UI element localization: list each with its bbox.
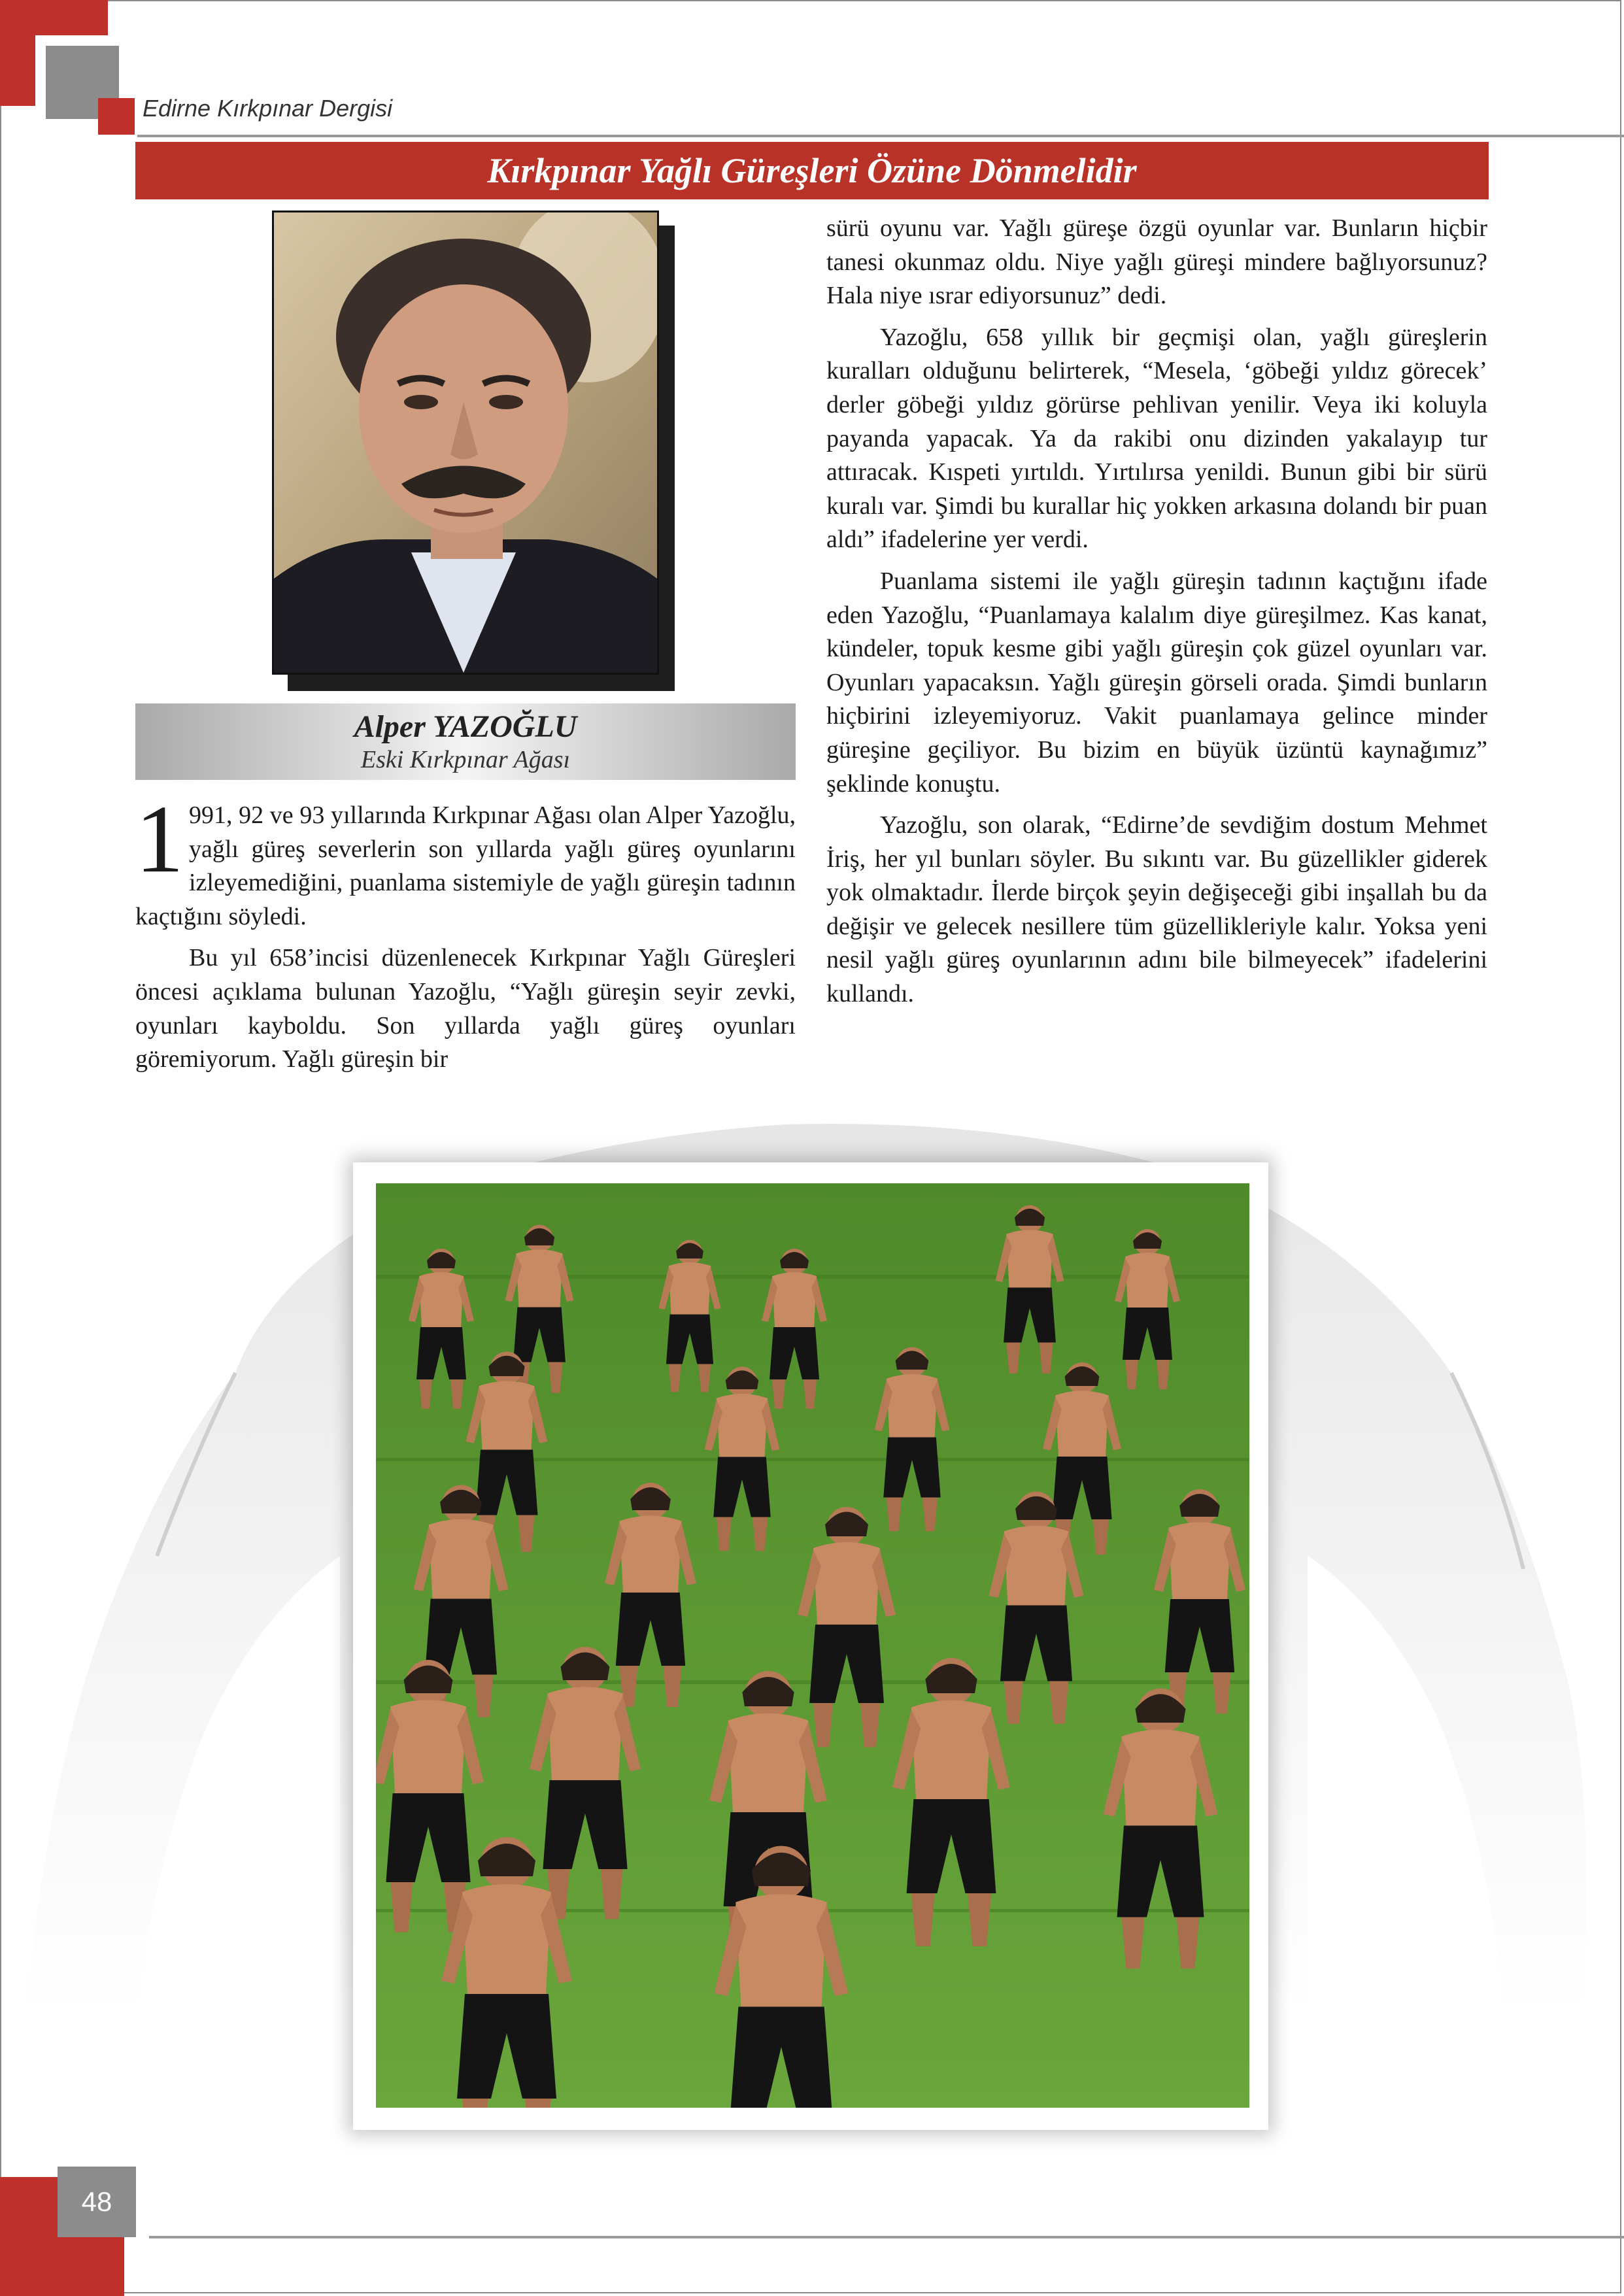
wrestlers-illustration [376, 1183, 1249, 2108]
article-paragraph: Yazoğlu, son olarak, “Edirne’de sevdiğim dostum Mehmet İriş, her yıl bunları söyler. Bu sıkıntı var. Bu güzellikler giderek yok olmaktadır. İlerde birçok şeyin değişeceği gibi inşallah bu da değişir ve gelecek nesillere tüm güzellikleriyle kalır. Yoksa yeni nesil yağlı güreş oyunlarının adını bile bilmeyecek” ifadelerini kullandı. [826, 811, 1487, 1008]
article-column-left [135, 786, 796, 1085]
portrait-photo [272, 211, 659, 675]
drop-cap: 1 [135, 786, 184, 893]
corner-ornament-red-small [98, 98, 135, 135]
person-role: Eski Kırkpınar Ağası [360, 746, 571, 773]
footer-rule [149, 2236, 1624, 2238]
article-paragraph [135, 786, 796, 934]
paragraph-text: 991, 92 ve 93 yıllarında Kırkpınar Ağası olan Alper Yazoğlu, yağlı güreş severlerin son yıllarda yağlı güreş oyunlarını izleyemediğini, puanlama sistemiyle de yağlı güreşin tadının kaçtığını söyledi. [135, 802, 796, 930]
article-paragraph: sürü oyunu var. Yağlı güreşe özgü oyunlar var. Bunların hiçbir tanesi okunmaz oldu. Niye yağlı güreşi mindere bağlıyorsunuz? Hala niye ısrar ediyorsunuz” dedi. [826, 214, 1487, 310]
article-column-right [826, 212, 1487, 1019]
header-rule [137, 135, 1624, 137]
magazine-name: Edirne Kırkpınar Dergisi [143, 95, 393, 122]
page-number: 48 [58, 2167, 136, 2237]
wrestlers-photo [376, 1183, 1249, 2108]
person-name: Alper YAZOĞLU [354, 709, 577, 744]
article-paragraph: Bu yıl 658’incisi düzenlenecek Kırkpınar Yağlı Güreşleri öncesi açıklama bulunan Yazoğlu, “Yağlı güreşin seyir zevki, oyunları kayboldu. Son yıllarda yağlı güreş oyunları göremiyorum. Yağlı güreşin bir [135, 944, 796, 1073]
article-title: Kırkpınar Yağlı Güreşleri Özüne Dönmelidir [135, 142, 1489, 199]
article-paragraph: Yazoğlu, 658 yıllık bir geçmişi olan, yağlı güreşlerin kuralları olduğunu belirterek, “Mesela, ‘göbeği yıldız görecek’ derler göbeği yıldız görürse pehlivan yenilir. Veya iki koluyla payanda yapacak. Ya da rakibi onu dizinden yakalayıp tur attıracak. Kıspeti yırtıldı. Yırtılırsa yenildi. Bunun gibi bir sürü kuralı var. Şimdi bu kurallar hiç yokken arkasına dolandı bir puan aldı” ifadelerine yer verdi. [826, 323, 1487, 554]
portrait-illustration [274, 212, 657, 673]
article-paragraph: Puanlama sistemi ile yağlı güreşin tadının kaçtığını ifade eden Yazoğlu, “Puanlamaya kalalım diye güreşilmez. Kas kanat, kündeler, topuk kesme gibi yağlı güreşin çok güzel oyunları var. Oyunları yapacaksın. Yağlı güreşin görseli orada. Şimdi bunların hiçbirini izleyemiyoruz. Vakit puanlamaya gelince minder güreşine geçiliyor. Bu bizim en büyük üzüntü kaynağımız” şeklinde konuştu. [826, 567, 1487, 798]
portrait-caption [135, 703, 796, 780]
